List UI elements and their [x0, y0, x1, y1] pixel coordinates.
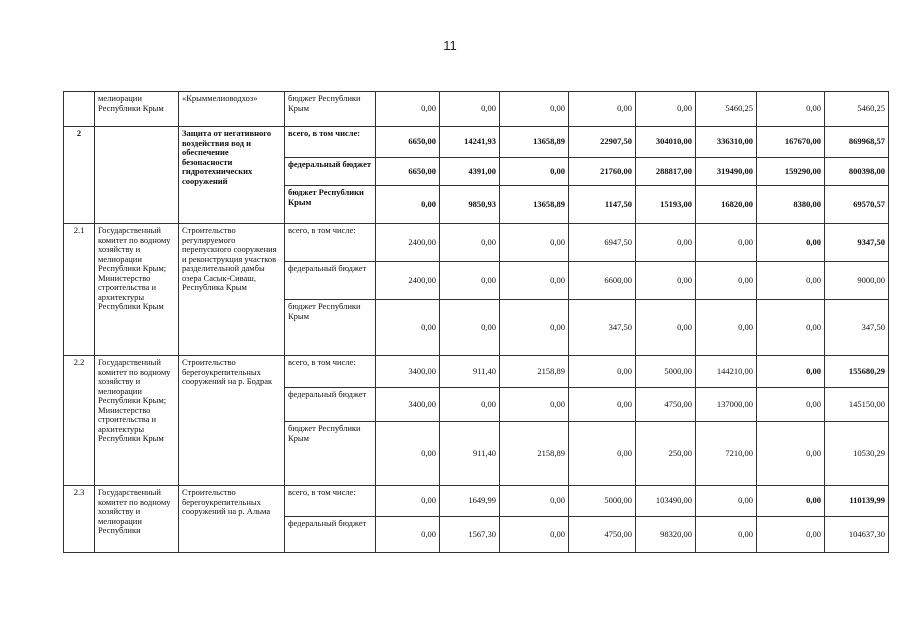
- value-cell: 319490,00: [696, 158, 757, 186]
- row-number-cell: [64, 92, 95, 127]
- value-cell: 0,00: [376, 300, 440, 356]
- value-cell: 336310,00: [696, 127, 757, 158]
- value-cell: 21760,00: [569, 158, 636, 186]
- value-cell: 145150,00: [825, 388, 889, 422]
- source-cell: федеральный бюджет: [285, 388, 376, 422]
- value-cell: 911,40: [440, 422, 500, 486]
- row-number-cell: 2: [64, 127, 95, 224]
- source-cell: всего, в том числе:: [285, 127, 376, 158]
- row-number-cell: 2.1: [64, 224, 95, 356]
- value-cell: 0,00: [757, 422, 825, 486]
- value-cell: 0,00: [500, 517, 569, 553]
- value-cell: 0,00: [500, 262, 569, 300]
- page-number: 11: [443, 38, 457, 53]
- row-number-cell: 2.3: [64, 486, 95, 553]
- value-cell: 0,00: [757, 224, 825, 262]
- value-cell: 13658,89: [500, 186, 569, 224]
- executor-cell: Государственный комитет по водному хозяйству и мелиорации Республики Крым; Министерство строительства и архитектуры Республики Крым: [95, 356, 179, 486]
- value-cell: 10530,29: [825, 422, 889, 486]
- value-cell: 0,00: [636, 224, 696, 262]
- value-cell: 7210,00: [696, 422, 757, 486]
- value-cell: 2400,00: [376, 224, 440, 262]
- value-cell: 22907,50: [569, 127, 636, 158]
- table-row: [64, 486, 889, 517]
- executor-cell: [95, 127, 179, 224]
- value-cell: 0,00: [376, 186, 440, 224]
- value-cell: 0,00: [500, 92, 569, 127]
- value-cell: 0,00: [440, 300, 500, 356]
- value-cell: 800398,00: [825, 158, 889, 186]
- value-cell: 13658,89: [500, 127, 569, 158]
- value-cell: 6600,00: [569, 262, 636, 300]
- value-cell: 8380,00: [757, 186, 825, 224]
- value-cell: 0,00: [440, 262, 500, 300]
- value-cell: 9347,50: [825, 224, 889, 262]
- event-cell: «Крыммелиоводхоз»: [179, 92, 285, 127]
- value-cell: 0,00: [757, 517, 825, 553]
- value-cell: 0,00: [500, 486, 569, 517]
- value-cell: 2158,89: [500, 356, 569, 388]
- value-cell: 911,40: [440, 356, 500, 388]
- budget-table: [63, 91, 889, 553]
- value-cell: 0,00: [696, 262, 757, 300]
- executor-cell: Государственный комитет по водному хозяйству и мелиорации Республики: [95, 486, 179, 553]
- value-cell: 288817,00: [636, 158, 696, 186]
- value-cell: 3400,00: [376, 356, 440, 388]
- table-row: [64, 127, 889, 158]
- value-cell: 98320,00: [636, 517, 696, 553]
- table-row: [64, 224, 889, 262]
- value-cell: 9000,00: [825, 262, 889, 300]
- value-cell: 5000,00: [636, 356, 696, 388]
- value-cell: 104637,30: [825, 517, 889, 553]
- value-cell: 1567,30: [440, 517, 500, 553]
- executor-cell: Государственный комитет по водному хозяйству и мелиорации Республики Крым; Министерство строительства и архитектуры Республики Крым: [95, 224, 179, 356]
- source-cell: бюджет Республики Крым: [285, 300, 376, 356]
- value-cell: 0,00: [376, 422, 440, 486]
- value-cell: 3400,00: [376, 388, 440, 422]
- value-cell: 6947,50: [569, 224, 636, 262]
- value-cell: 16820,00: [696, 186, 757, 224]
- value-cell: 0,00: [757, 300, 825, 356]
- value-cell: 167670,00: [757, 127, 825, 158]
- table-row: [64, 356, 889, 388]
- value-cell: 5000,00: [569, 486, 636, 517]
- value-cell: 0,00: [636, 92, 696, 127]
- value-cell: 0,00: [569, 92, 636, 127]
- value-cell: 110139,99: [825, 486, 889, 517]
- value-cell: 0,00: [636, 262, 696, 300]
- value-cell: 6650,00: [376, 127, 440, 158]
- value-cell: 0,00: [696, 486, 757, 517]
- value-cell: 0,00: [500, 300, 569, 356]
- value-cell: 304010,00: [636, 127, 696, 158]
- value-cell: 0,00: [569, 356, 636, 388]
- value-cell: 2158,89: [500, 422, 569, 486]
- source-cell: бюджет Республики Крым: [285, 92, 376, 127]
- value-cell: 0,00: [376, 486, 440, 517]
- value-cell: 15193,00: [636, 186, 696, 224]
- value-cell: 0,00: [696, 517, 757, 553]
- value-cell: 6650,00: [376, 158, 440, 186]
- source-cell: бюджет Республики Крым: [285, 422, 376, 486]
- value-cell: 1649,99: [440, 486, 500, 517]
- value-cell: 0,00: [440, 224, 500, 262]
- table-row: [64, 92, 889, 127]
- value-cell: 4750,00: [636, 388, 696, 422]
- value-cell: 159290,00: [757, 158, 825, 186]
- value-cell: 69570,57: [825, 186, 889, 224]
- value-cell: 0,00: [569, 422, 636, 486]
- value-cell: 1147,50: [569, 186, 636, 224]
- value-cell: 5460,25: [825, 92, 889, 127]
- value-cell: 0,00: [376, 92, 440, 127]
- value-cell: 4750,00: [569, 517, 636, 553]
- event-cell: Строительство регулируемого перепускного сооружения и реконструкция участков разделительной дамбы озера Сасык-Сиваш, Республика Крым: [179, 224, 285, 356]
- source-cell: бюджет Республики Крым: [285, 186, 376, 224]
- source-cell: всего, в том числе:: [285, 486, 376, 517]
- source-cell: всего, в том числе:: [285, 356, 376, 388]
- value-cell: 0,00: [440, 92, 500, 127]
- executor-cell: мелиорации Республики Крым: [95, 92, 179, 127]
- value-cell: 14241,93: [440, 127, 500, 158]
- value-cell: 0,00: [376, 517, 440, 553]
- value-cell: 4391,00: [440, 158, 500, 186]
- value-cell: 144210,00: [696, 356, 757, 388]
- source-cell: федеральный бюджет: [285, 262, 376, 300]
- value-cell: 155680,29: [825, 356, 889, 388]
- source-cell: федеральный бюджет: [285, 517, 376, 553]
- value-cell: 0,00: [757, 262, 825, 300]
- event-cell: Строительство берегоукрепительных сооружений на р. Бодрак: [179, 356, 285, 486]
- source-cell: всего, в том числе:: [285, 224, 376, 262]
- value-cell: 0,00: [500, 224, 569, 262]
- value-cell: 0,00: [696, 224, 757, 262]
- value-cell: 347,50: [825, 300, 889, 356]
- value-cell: 103490,00: [636, 486, 696, 517]
- value-cell: 250,00: [636, 422, 696, 486]
- source-cell: федеральный бюджет: [285, 158, 376, 186]
- value-cell: 0,00: [440, 388, 500, 422]
- value-cell: 0,00: [500, 158, 569, 186]
- value-cell: 9850,93: [440, 186, 500, 224]
- value-cell: 2400,00: [376, 262, 440, 300]
- value-cell: 347,50: [569, 300, 636, 356]
- value-cell: 0,00: [569, 388, 636, 422]
- value-cell: 0,00: [636, 300, 696, 356]
- event-cell: Защита от негативного воздействия вод и обеспечение безопасности гидротехнических сооружений: [179, 127, 285, 224]
- value-cell: 0,00: [757, 356, 825, 388]
- value-cell: 0,00: [757, 92, 825, 127]
- event-cell: Строительство берегоукрепительных сооружений на р. Альма: [179, 486, 285, 553]
- value-cell: 0,00: [696, 300, 757, 356]
- value-cell: 137000,00: [696, 388, 757, 422]
- row-number-cell: 2.2: [64, 356, 95, 486]
- value-cell: 869968,57: [825, 127, 889, 158]
- value-cell: 5460,25: [696, 92, 757, 127]
- value-cell: 0,00: [757, 388, 825, 422]
- value-cell: 0,00: [757, 486, 825, 517]
- value-cell: 0,00: [500, 388, 569, 422]
